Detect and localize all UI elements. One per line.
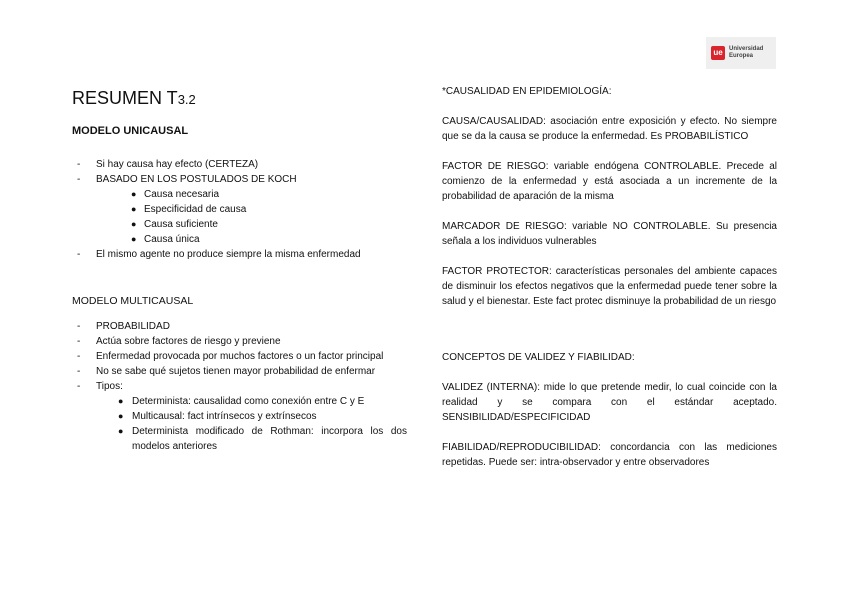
list-item-text: Multicausal: fact intrínsecos y extrínsecos [132, 411, 317, 422]
list-item: - El mismo agente no produce siempre la misma enfermedad [77, 249, 361, 260]
list-item-text: Tipos: [96, 381, 123, 392]
list-item: ● Causa suficiente [131, 219, 218, 230]
list-item: ● Causa necesaria [131, 189, 220, 200]
logo-line-2: Europea [729, 53, 754, 59]
paragraph-causa: CAUSA/CAUSALIDAD: asociación entre exposición y efecto. No siempre que se da la causa se produce la enfermedad. Es PROBABILÍSTICO [442, 116, 777, 142]
tipos-list [96, 394, 407, 454]
list-item: - Tipos: ● Determinista: causalidad como conexión entre C y E ● Multicausal: fact intrínsecos y extrínsecos ● Determinista modificado de Rothman: incorpora los dos modelos anteriores [77, 381, 407, 452]
list-item-text: No se sabe qué sujetos tienen mayor probabilidad de enfermar [96, 366, 376, 377]
list-item-text: Enfermedad provocada por muchos factores o un factor principal [96, 351, 384, 362]
page-title [72, 86, 407, 112]
list-item: ● Multicausal: fact intrínsecos y extrínsecos [118, 411, 317, 422]
list-item: - Actúa sobre factores de riesgo y previene [77, 336, 281, 347]
list-item: ● Causa única [131, 234, 200, 245]
logo-mark: ue [711, 46, 725, 60]
paragraph-fiabilidad: FIABILIDAD/REPRODUCIBILIDAD: concordancia con las mediciones repetidas. Puede ser: intra-observador y entre observadores [442, 442, 777, 468]
list-item: - No se sabe qué sujetos tienen mayor probabilidad de enfermar [77, 366, 376, 377]
list-item-text: Causa única [144, 234, 200, 245]
title-main: RESUMEN T [72, 88, 178, 108]
list-item-text: Especificidad de causa [144, 204, 247, 215]
list-item-text: Determinista: causalidad como conexión entre C y E [132, 396, 365, 407]
paragraph-factor-riesgo: FACTOR DE RIESGO: variable endógena CONTROLABLE. Precede al comienzo de la enfermedad y está asociada a un incremente de la probabilidad de aparación de la misma [442, 161, 777, 202]
list-item: ● Determinista: causalidad como conexión entre C y E [118, 396, 365, 407]
university-logo [706, 37, 776, 69]
validez-heading: CONCEPTOS DE VALIDEZ Y FIABILIDAD: [442, 352, 635, 363]
koch-list [96, 187, 407, 247]
list-item-text: Causa necesaria [144, 189, 220, 200]
list-item: ● Determinista modificado de Rothman: incorpora los dos modelos anteriores [118, 426, 407, 452]
list-item: - Si hay causa hay efecto (CERTEZA) [77, 159, 259, 170]
list-item: ● Especificidad de causa [131, 204, 247, 215]
left-column [72, 86, 407, 454]
list-item-text: Determinista modificado de Rothman: incorpora los dos modelos anteriores [132, 426, 407, 452]
list-item: - Enfermedad provocada por muchos factores o un factor principal [77, 351, 384, 362]
paragraph-validez: VALIDEZ (INTERNA): mide lo que pretende medir, lo cual coincide con la realidad y se compara con el estándar aceptado. SENSIBILIDAD/ESPECIFICIDAD [442, 382, 777, 423]
causalidad-heading: *CAUSALIDAD EN EPIDEMIOLOGÍA: [442, 86, 612, 97]
paragraph-factor-protector: FACTOR PROTECTOR: características personales del ambiente capaces de disminuir los efectos negativos que la enfermedad puede tener sobre la salud y el bienestar. Este fact protec disminuye la probabilidad de un riesgo [442, 266, 777, 307]
list-item: - PROBABILIDAD [77, 321, 170, 332]
list-item-text: Causa suficiente [144, 219, 218, 230]
list-item-text: Si hay causa hay efecto (CERTEZA) [96, 159, 259, 170]
list-item-text: Actúa sobre factores de riesgo y previene [96, 336, 281, 347]
unicausal-list [72, 157, 407, 262]
unicausal-heading: MODELO UNICAUSAL [72, 125, 189, 137]
logo-line-1: Universidad [729, 46, 764, 52]
paragraph-marcador-riesgo: MARCADOR DE RIESGO: variable NO CONTROLABLE. Su presencia señala a los individuos vulnerables [442, 221, 777, 247]
multicausal-heading: MODELO MULTICAUSAL [72, 295, 194, 307]
list-item-text: BASADO EN LOS POSTULADOS DE KOCH [96, 174, 297, 185]
list-item: - BASADO EN LOS POSTULADOS DE KOCH ● Causa necesaria ● Especificidad de causa ● Causa suficiente ● Causa única [72, 172, 407, 247]
list-item-text: El mismo agente no produce siempre la misma enfermedad [96, 249, 361, 260]
logo-text [729, 46, 763, 60]
right-column [442, 84, 777, 485]
multicausal-list [72, 319, 407, 454]
title-sub: 3.2 [177, 92, 196, 107]
list-item-text: PROBABILIDAD [96, 321, 170, 332]
